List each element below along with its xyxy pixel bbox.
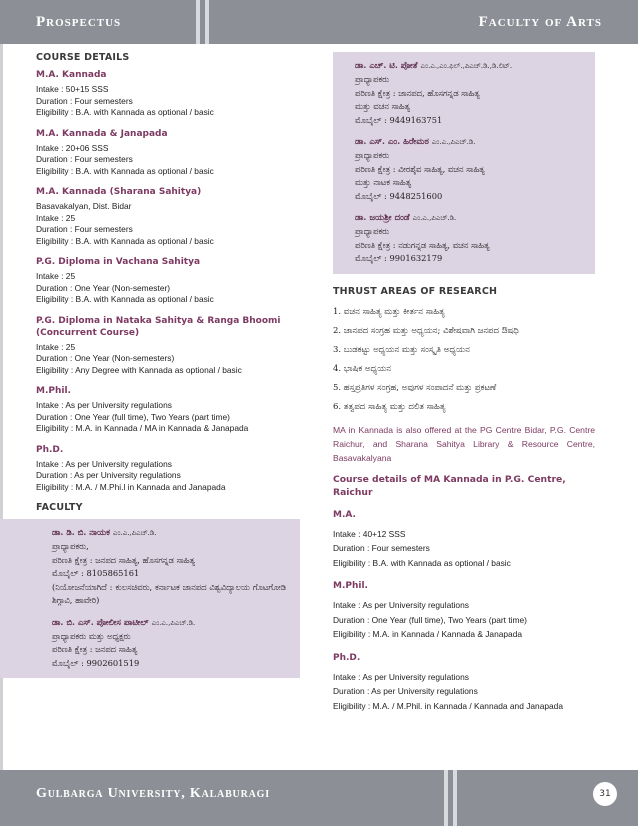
thrust-areas-title: THRUST AREAS OF RESEARCH (333, 285, 498, 297)
faculty-line: ಪರಿಣತಿ ಕ್ಷೇತ್ರ : ವೀರಶೈವ ಸಾಹಿತ್ಯ, ವಚನ ಸಾಹಿತ್ಯ (355, 163, 485, 174)
course-block (36, 256, 306, 306)
course-line: Eligibility : B.A. with Kannada as optional / basic (333, 557, 511, 568)
course-block (36, 128, 306, 178)
course-details-title: COURSE DETAILS (36, 52, 130, 63)
course-line: Eligibility : M.A. in Kannada / Kannada & Janapada (333, 629, 523, 639)
course-name: P.G. Diploma in Vachana Sahitya (36, 257, 201, 267)
faculty-name (355, 60, 581, 73)
page-number: 31 (593, 782, 617, 806)
course-line: Eligibility : B.A. with Kannada as optional / basic (36, 165, 214, 176)
faculty-entry (355, 136, 581, 203)
faculty-name-text: ಡಾ. ಬಿ. ಎಸ್. ಪೋಲೀಸ ಪಾಟೀಲ್ (52, 617, 149, 628)
thrust-item: 3. ಬುಡಕಟ್ಟು ಅಧ್ಯಯನ ಮತ್ತು ಸಂಸ್ಕೃತಿ ಅಧ್ಯಯನ (333, 344, 470, 355)
course-line: Intake : 25 (36, 341, 76, 352)
course-name: M.A. Kannada (36, 70, 107, 80)
faculty-degree: ಎಂ.ಎ.,ಪಿಎಚ್.ಡಿ. (431, 138, 476, 146)
faculty-name (52, 527, 286, 540)
header-prospectus: Prospectus (36, 14, 122, 30)
faculty-entry (355, 60, 581, 127)
header-divider (205, 0, 209, 44)
course-block (333, 652, 595, 714)
course-block (36, 186, 306, 247)
faculty-line: ಮೊಬೈಲ್ : 9902601519 (52, 657, 140, 668)
faculty-line: ಪ್ರಾಧ್ಯಾಪಕರು ಮತ್ತು ಅಧ್ಯಕ್ಷರು (52, 630, 131, 641)
pg-centre-note: MA in Kannada is also offered at the PG Centre Bidar, P.G. Centre Raichur, and Sharana Sahitya Library & Resource Centre, Basavakalyana (333, 424, 595, 463)
footer-divider (444, 770, 448, 826)
course-line: Duration : As per University regulations (333, 686, 478, 696)
course-line: Intake : 50+15 SSS (36, 84, 109, 94)
faculty-name-text: ಡಾ. ಎಚ್. ಟಿ. ಪೋತೆ (355, 61, 418, 71)
faculty-degree: ಎಂ.ಎ.,ಪಿಎಚ್.ಡಿ. (151, 618, 196, 627)
faculty-line: ಪ್ರಾಧ್ಯಾಪಕರು (355, 74, 390, 84)
faculty-line: ಮೊಬೈಲ್ : 8105865161 (52, 568, 140, 578)
course-line: Intake : As per University regulations (36, 400, 172, 410)
faculty-title: FACULTY (36, 502, 83, 513)
faculty-line: ಮೊಬೈಲ್ : 9449163751 (355, 114, 443, 125)
course-line: Intake : As per University regulations (333, 671, 469, 682)
page-header (0, 0, 638, 44)
faculty-line: (ನಿಯೋಜನೆಯಾಗಿದೆ : ಕುಲಸಚಿವರು, ಕರ್ನಾಟಕ ಜಾನಪದ ವಿಶ್ವವಿದ್ಯಾಲಯ ಗೊಟಗೋಡಿ ಶಿಗ್ಗಾವಿ, ಹಾವೇರಿ) (52, 581, 286, 605)
course-block (36, 69, 306, 119)
faculty-line: ಪರಿಣತಿ ಕ್ಷೇತ್ರ : ಜನಪದ ಸಾಹಿತ್ಯ (52, 644, 138, 654)
faculty-degree: ಎಂ.ಎ.,ಎಂ.ಫಿಲ್.,ಪಿಎಚ್.ಡಿ.,ಡಿ.ಲಿಟ್. (420, 62, 513, 70)
course-line: Duration : One Year (Non-semesters) (36, 353, 175, 363)
course-block (36, 315, 306, 377)
course-line: Duration : Four semesters (36, 95, 133, 106)
course-line: Eligibility : B.A. with Kannada as optional / basic (36, 107, 214, 117)
course-line: Duration : One Year (full time), Two Years (part time) (333, 614, 527, 625)
thrust-item: 2. ಜಾನಪದ ಸಂಗ್ರಹ ಮತ್ತು ಅಧ್ಯಯನ; ವಿಶೇಷವಾಗಿ ಜನಪದ ಔಷಧಿ (333, 325, 519, 336)
raichur-course-title: Course details of MA Kannada in P.G. Centre, Raichur (333, 473, 566, 498)
left-column (36, 52, 306, 678)
faculty-line: ಪರಿಣತಿ ಕ್ಷೇತ್ರ : ನಡುಗನ್ನಡ ಸಾಹಿತ್ಯ, ವಚನ ಸಾಹಿತ್ಯ (355, 239, 490, 250)
faculty-name-text: ಡಾ. ಡಿ. ಬಿ. ನಾಯಕ (52, 528, 110, 538)
course-name: Ph.D. (333, 652, 361, 663)
faculty-name (52, 617, 286, 630)
page-footer (0, 770, 638, 826)
footer-divider (453, 770, 457, 826)
header-faculty: Faculty of Arts (478, 14, 602, 30)
course-line: Eligibility : B.A. with Kannada as optional / basic (36, 294, 214, 304)
footer-university: Gulbarga University, Kalaburagi (36, 786, 270, 801)
faculty-line: ಮತ್ತು ನಾಟಕ ಸಾಹಿತ್ಯ (355, 177, 412, 187)
course-line: Intake : As per University regulations (36, 458, 172, 469)
thrust-list (333, 303, 595, 417)
faculty-degree: ಎಂ.ಎ.,ಪಿಎಚ್.ಡಿ. (412, 214, 457, 222)
course-line: Intake : 40+12 SSS (333, 528, 406, 539)
course-line: Eligibility : M.A. / M.Phi.l in Kannada and Janapada (36, 481, 226, 492)
faculty-entry (52, 617, 286, 671)
faculty-name-text: ಡಾ. ಎಸ್. ಎಂ. ಹಿರೇಮಠ (355, 137, 429, 147)
faculty-entry (52, 527, 286, 608)
faculty-degree: ಎಂ.ಎ.,ಪಿಎಚ್.ಡಿ. (112, 529, 157, 537)
faculty-line: ಮೊಬೈಲ್ : 9448251600 (355, 190, 443, 201)
course-line: Eligibility : B.A. with Kannada as optional / basic (36, 235, 214, 246)
course-line: Duration : As per University regulations (36, 470, 181, 480)
faculty-name-text: ಡಾ. ಜಯಶ್ರೀ ದಂಡೆ (355, 213, 410, 223)
course-block (36, 444, 306, 494)
course-block (333, 509, 595, 571)
faculty-line: ಮೊಬೈಲ್ : 9901632179 (355, 253, 443, 263)
course-name: P.G. Diploma in Nataka Sahitya & Ranga Bhoomi (Concurrent Course) (36, 315, 281, 338)
faculty-box (333, 52, 595, 274)
course-block (333, 580, 595, 642)
thrust-item: 4. ಭಾಷಿಕ ಅಧ್ಯಯನ (333, 363, 392, 374)
course-line: Intake : 25 (36, 212, 76, 223)
course-line: Eligibility : M.A. in Kannada / MA in Kannada & Janapada (36, 423, 249, 433)
course-line: Eligibility : Any Degree with Kannada as optional / basic (36, 364, 242, 375)
course-name: M.Phil. (333, 581, 368, 591)
header-divider (196, 0, 200, 44)
course-line: Duration : One Year (Non-semester) (36, 282, 171, 293)
faculty-box (0, 519, 300, 678)
course-name: M.A. (333, 509, 356, 520)
faculty-line: ಮತ್ತು ವಚನ ಸಾಹಿತ್ಯ (355, 101, 411, 111)
faculty-line: ಪರಿಣತಿ ಕ್ಷೇತ್ರ : ಜನಪದ ಸಾಹಿತ್ಯ, ಹೊಸಗನ್ನಡ ಸಾಹಿತ್ಯ (52, 554, 196, 565)
thrust-item: 1. ವಚನ ಸಾಹಿತ್ಯ ಮತ್ತು ಕೀರ್ತನ ಸಾಹಿತ್ಯ (333, 306, 445, 317)
course-line: Duration : Four semesters (333, 543, 430, 553)
course-name: M.Phil. (36, 386, 71, 396)
course-line: Intake : 20+06 SSS (36, 142, 109, 153)
course-line: Duration : One Year (full time), Two Years (part time) (36, 411, 230, 422)
course-line: Duration : Four semesters (36, 224, 133, 234)
faculty-line: ಪ್ರಾಧ್ಯಾಪಕರು, (52, 541, 89, 551)
course-name: M.A. Kannada (Sharana Sahitya) (36, 187, 202, 197)
faculty-name (355, 136, 581, 149)
faculty-line: ಪ್ರಾಧ್ಯಾಪಕರು (355, 226, 390, 236)
course-line: Duration : Four semesters (36, 154, 133, 164)
course-block (36, 385, 306, 435)
faculty-line: ಪರಿಣತಿ ಕ್ಷೇತ್ರ : ಜಾನಪದ, ಹೊಸಗನ್ನಡ ಸಾಹಿತ್ಯ (355, 87, 480, 98)
course-line: Eligibility : M.A. / M.Phil. in Kannada / Kannada and Janapada (333, 700, 563, 711)
right-column (333, 52, 595, 713)
faculty-line: ಪ್ರಾಧ್ಯಾಪಕರು (355, 150, 390, 160)
thrust-item: 6. ತತ್ವಪದ ಸಾಹಿತ್ಯ ಮತ್ತು ದಲಿತ ಸಾಹಿತ್ಯ (333, 401, 446, 412)
course-name: M.A. Kannada & Janapada (36, 128, 168, 139)
course-line: Intake : 25 (36, 271, 76, 281)
faculty-name (355, 212, 581, 225)
course-name: Ph.D. (36, 444, 64, 455)
course-line: Basavakalyan, Dist. Bidar (36, 201, 132, 211)
thrust-item: 5. ಹಸ್ತಪ್ರತಿಗಳ ಸಂಗ್ರಹ, ಅವುಗಳ ಸಂಪಾದನೆ ಮತ್ತು ಪ್ರಕಟಣೆ (333, 382, 497, 393)
course-line: Intake : As per University regulations (333, 600, 469, 610)
faculty-entry (355, 212, 581, 266)
